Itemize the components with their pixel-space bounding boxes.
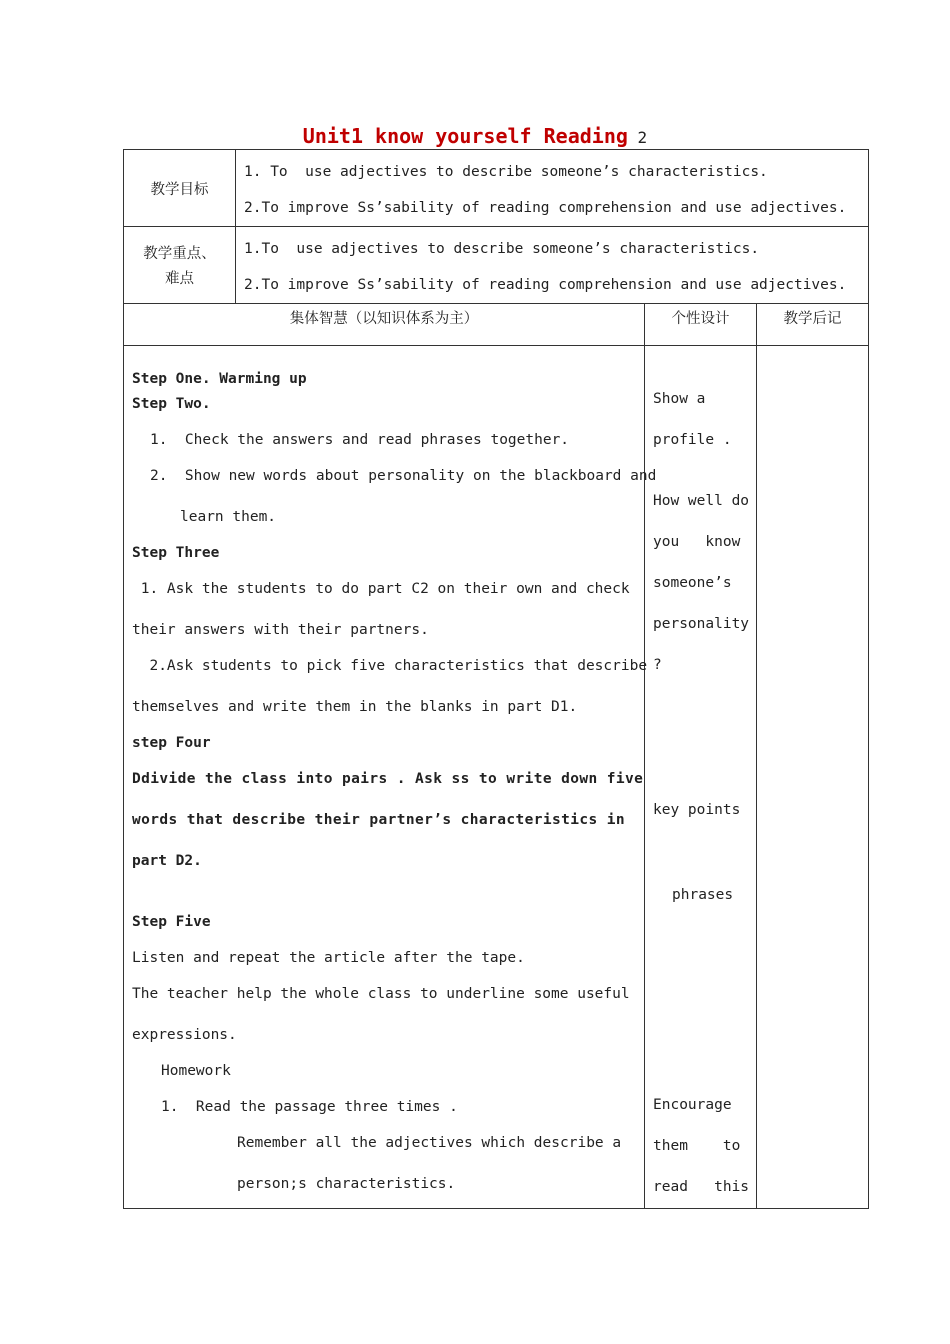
- key-point-item: 2.To improve Ss’sability of reading comprehension and use adjectives.: [244, 277, 847, 293]
- key-points-content: [236, 227, 869, 304]
- design-note: phrases: [672, 887, 734, 903]
- step-one-heading: Step One. Warming up: [132, 371, 307, 387]
- header-main: 集体智慧（以知识体系为主）: [124, 304, 645, 346]
- homework-item: 1. Read the passage three times .: [161, 1099, 458, 1115]
- objective-item: 1. To use adjectives to describe someone’s characteristics.: [244, 164, 768, 180]
- design-note: you know: [653, 534, 741, 550]
- homework-heading: Homework: [161, 1063, 231, 1079]
- step-three-item-cont: their answers with their partners.: [132, 622, 429, 638]
- header-notes: 教学后记: [757, 304, 869, 346]
- homework-item-cont: Remember all the adjectives which describe a: [237, 1135, 622, 1151]
- design-note: someone’s: [653, 575, 732, 591]
- step-five-text: The teacher help the whole class to underline some useful: [132, 986, 630, 1002]
- design-note: profile .: [653, 432, 732, 448]
- design-note: key points: [653, 802, 741, 818]
- lesson-plan-table: [123, 149, 869, 1209]
- homework-item-cont: person;s characteristics.: [237, 1176, 456, 1192]
- step-three-item: 2.Ask students to pick five characteristics that describe: [132, 658, 648, 674]
- step-five-text: expressions.: [132, 1027, 237, 1043]
- objectives-content: [236, 150, 869, 227]
- key-points-label-line: 教学重点、: [143, 246, 216, 262]
- step-three-heading: Step Three: [132, 545, 220, 561]
- design-note: Show a: [653, 391, 706, 407]
- key-points-label: [124, 227, 236, 304]
- step-two-heading: Step Two.: [132, 396, 211, 412]
- design-note: Encourage: [653, 1097, 732, 1113]
- objectives-row: [124, 150, 869, 227]
- design-note: How well do: [653, 493, 750, 509]
- body-row: [124, 346, 869, 1209]
- step-two-item-cont: learn them.: [180, 509, 277, 525]
- title-number: 2: [637, 128, 648, 147]
- document-title: [0, 124, 950, 148]
- step-four-text: Ddivide the class into pairs . Ask ss to write down five: [132, 771, 644, 787]
- key-points-row: [124, 227, 869, 304]
- notes-cell: [757, 346, 869, 1209]
- step-four-text: part D2.: [132, 853, 202, 869]
- key-point-item: 1.To use adjectives to describe someone’s characteristics.: [244, 241, 760, 257]
- design-note: personality: [653, 616, 750, 632]
- step-five-text: Listen and repeat the article after the tape.: [132, 950, 525, 966]
- objectives-label: 教学目标: [124, 150, 236, 227]
- title-main: Unit1 know yourself Reading: [302, 124, 628, 148]
- header-row: [124, 304, 869, 346]
- main-content-cell: [124, 346, 657, 1209]
- objective-item: 2.To improve Ss’sability of reading comprehension and use adjectives.: [244, 200, 847, 216]
- design-cell: [645, 346, 757, 1209]
- step-four-heading: step Four: [132, 735, 211, 751]
- design-note: them to: [653, 1138, 741, 1154]
- header-design: 个性设计: [645, 304, 757, 346]
- step-four-text: words that describe their partner’s characteristics in: [132, 812, 626, 828]
- step-three-item: 1. Ask the students to do part C2 on their own and check: [132, 581, 630, 597]
- key-points-label-line: 难点: [165, 271, 194, 287]
- design-note: read this: [653, 1179, 750, 1195]
- design-note: ?: [653, 657, 662, 673]
- step-two-item: 1. Check the answers and read phrases together.: [150, 432, 570, 448]
- step-three-item-cont: themselves and write them in the blanks in part D1.: [132, 699, 578, 715]
- step-two-item: 2. Show new words about personality on the blackboard and: [150, 468, 657, 484]
- step-five-heading: Step Five: [132, 914, 211, 930]
